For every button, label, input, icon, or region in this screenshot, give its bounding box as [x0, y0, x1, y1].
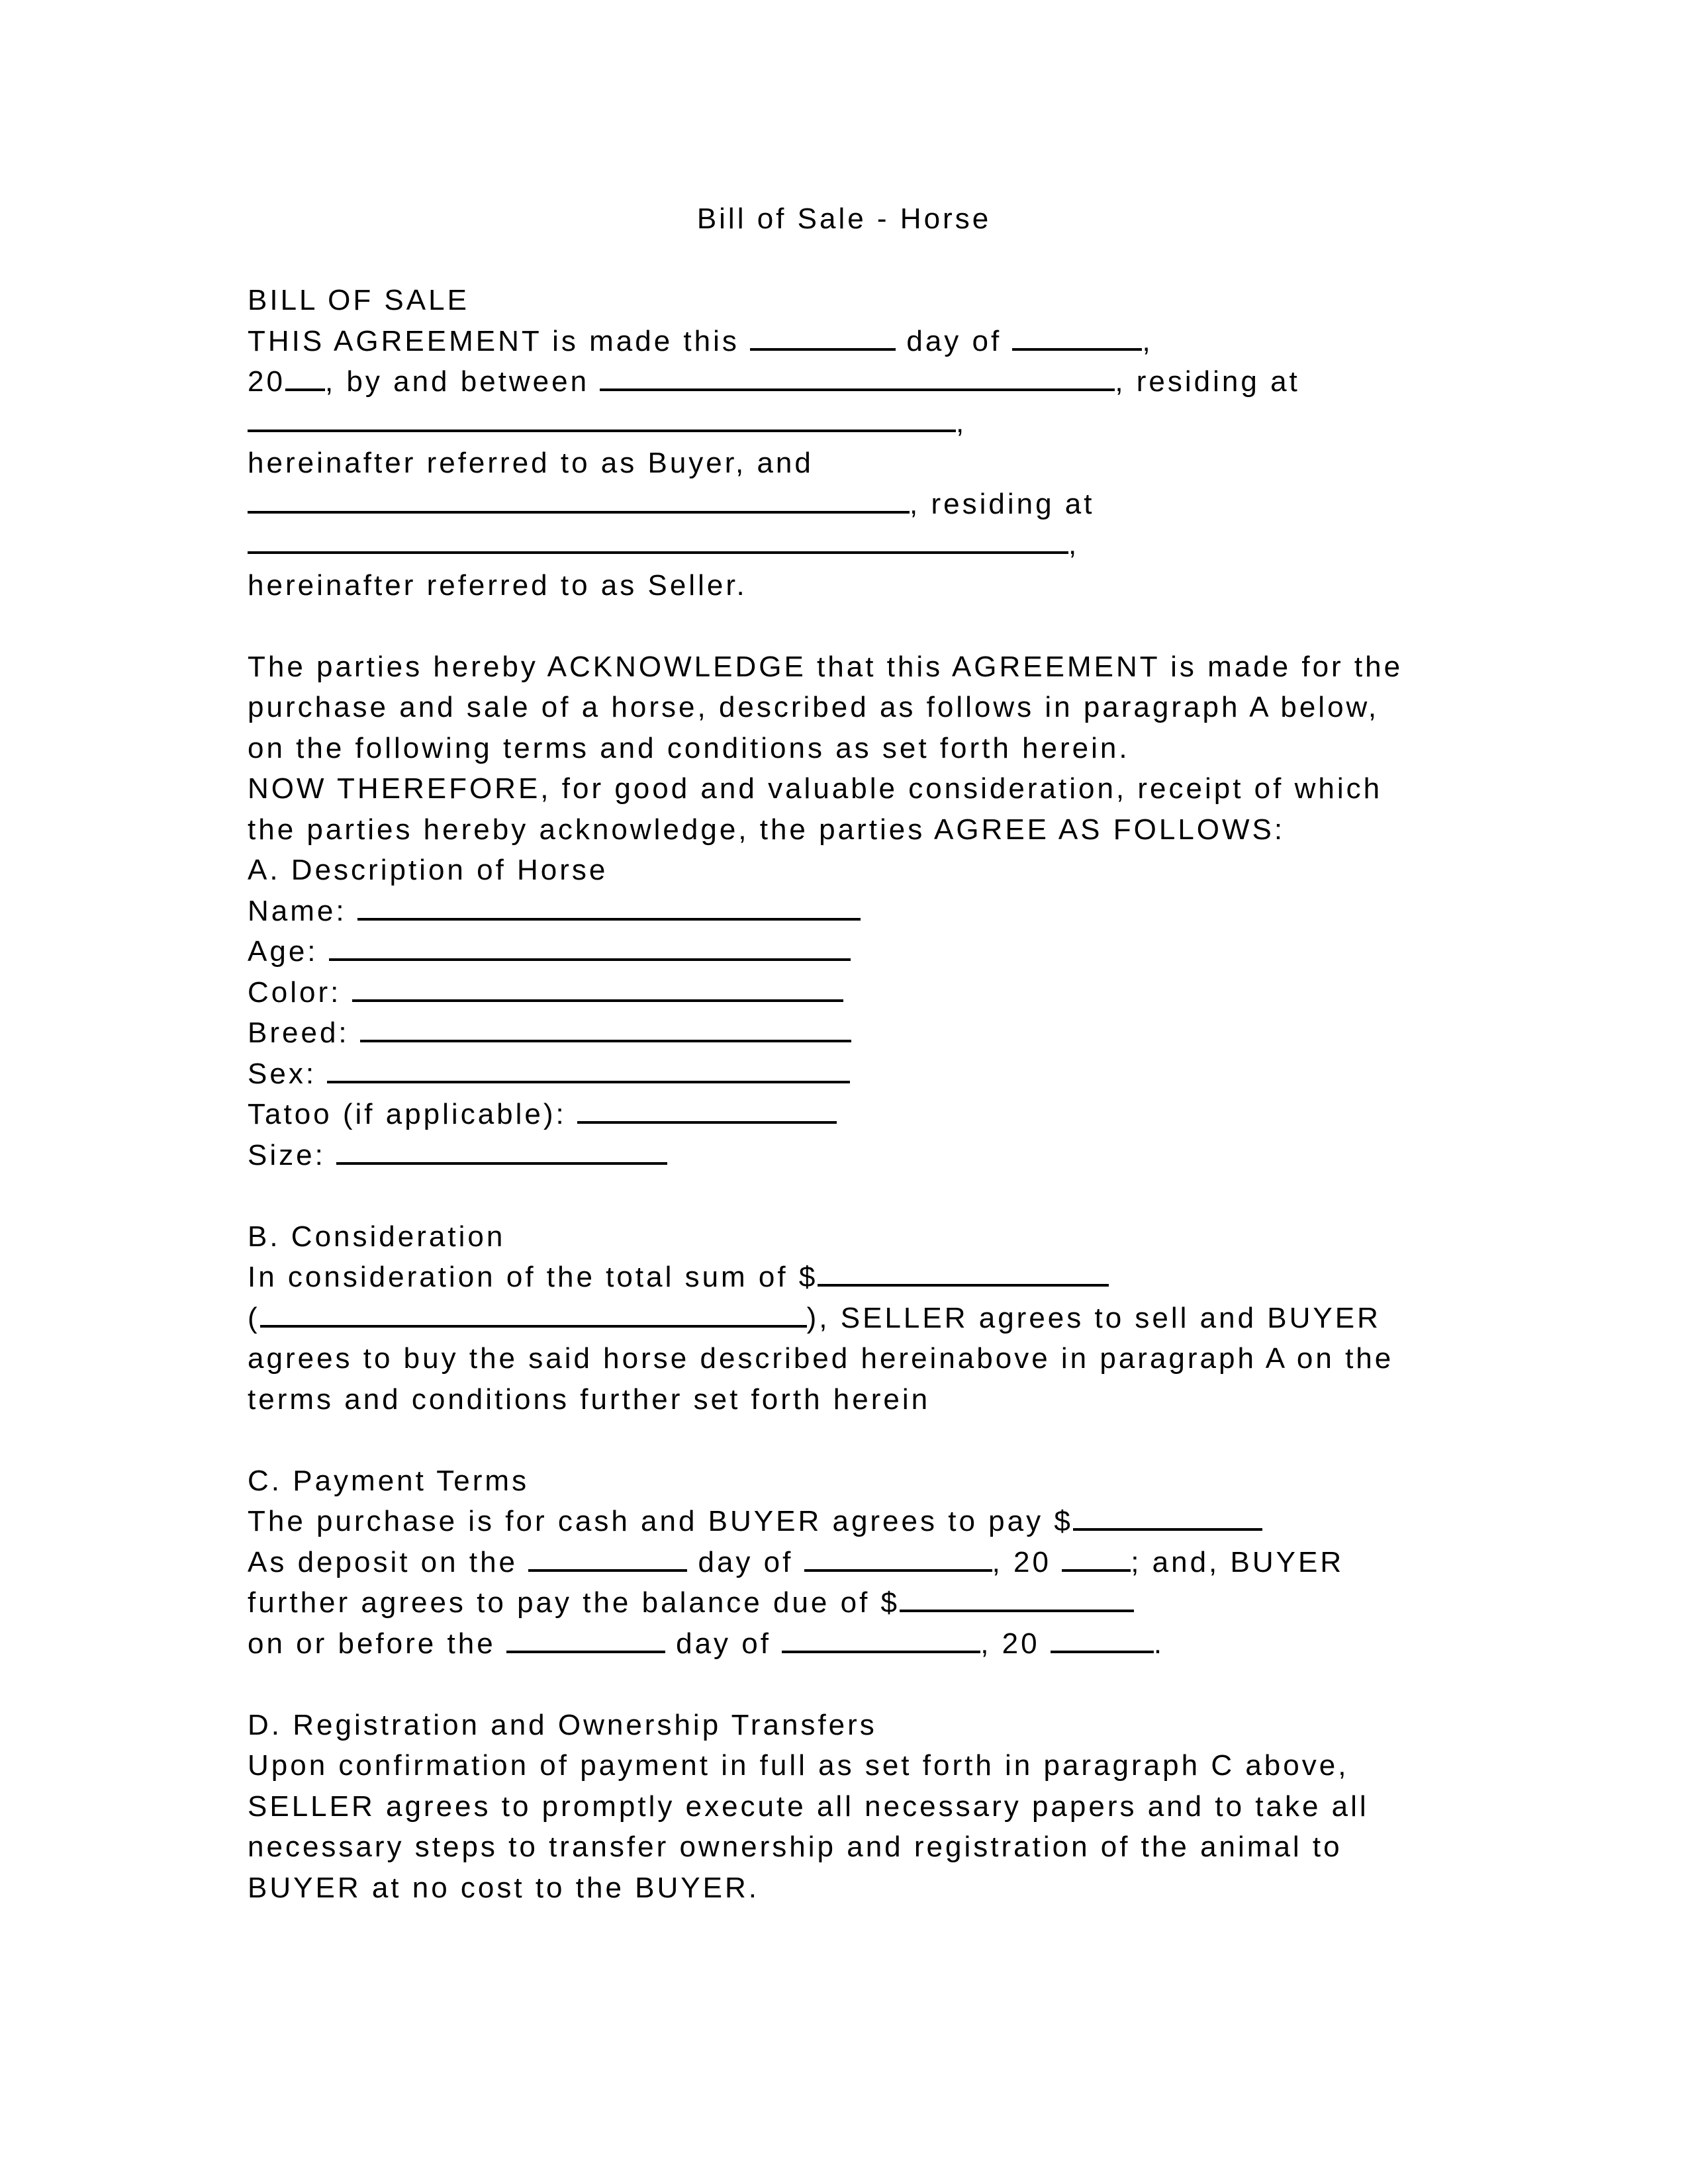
document-body	[248, 280, 1505, 1908]
consideration-text-line: terms and conditions further set forth herein	[248, 1383, 931, 1416]
deposit-month-blank[interactable]	[804, 1544, 992, 1572]
horse-breed-blank[interactable]	[360, 1015, 851, 1042]
balance-due-blank[interactable]	[900, 1584, 1134, 1612]
acknowledge-line: The parties hereby ACKNOWLEDGE that this AGREEMENT is made for the	[248, 650, 1403, 683]
balance-date-line: on or before the day of , 20 .	[248, 1623, 1505, 1664]
agreement-year-blank[interactable]	[285, 363, 325, 391]
horse-size-field: Size:	[248, 1135, 1505, 1176]
seller-reference-line: hereinafter referred to as Seller.	[248, 569, 747, 602]
horse-sex-field: Sex:	[248, 1054, 1505, 1095]
section-d-heading: D. Registration and Ownership Transfers	[248, 1708, 877, 1741]
consideration-text-line: agrees to buy the said horse described hereinabove in paragraph A on the	[248, 1342, 1394, 1375]
horse-sex-blank[interactable]	[327, 1056, 850, 1083]
payment-amount-line: The purchase is for cash and BUYER agrees to pay $	[248, 1501, 1505, 1542]
consideration-sum-line: In consideration of the total sum of $	[248, 1257, 1505, 1298]
seller-name-line: , residing at	[248, 484, 1505, 525]
registration-text-line: SELLER agrees to promptly execute all necessary papers and to take all	[248, 1790, 1369, 1823]
horse-age-blank[interactable]	[329, 933, 851, 961]
section-c-heading: C. Payment Terms	[248, 1464, 530, 1497]
agreement-month-blank[interactable]	[1012, 323, 1142, 351]
horse-name-blank[interactable]	[357, 893, 861, 921]
buyer-address-blank[interactable]	[248, 404, 956, 432]
balance-month-blank[interactable]	[782, 1625, 980, 1653]
consideration-words-line: ( ), SELLER agrees to sell and BUYER	[248, 1298, 1505, 1339]
registration-text-line: Upon confirmation of payment in full as set forth in paragraph C above,	[248, 1749, 1349, 1782]
registration-text-line: BUYER at no cost to the BUYER.	[248, 1871, 759, 1904]
total-sum-words-blank[interactable]	[260, 1300, 807, 1328]
horse-size-blank[interactable]	[336, 1137, 667, 1165]
acknowledge-line: purchase and sale of a horse, described as follows in paragraph A below,	[248, 691, 1380, 723]
acknowledge-line: the parties hereby acknowledge, the parties AGREE AS FOLLOWS:	[248, 813, 1286, 846]
section-b-heading: B. Consideration	[248, 1220, 506, 1253]
horse-tattoo-field: Tatoo (if applicable):	[248, 1094, 1505, 1135]
balance-day-blank[interactable]	[506, 1625, 665, 1653]
balance-year-blank[interactable]	[1051, 1625, 1154, 1653]
deposit-date-line: As deposit on the day of , 20 ; and, BUYER	[248, 1542, 1505, 1583]
acknowledge-line: on the following terms and conditions as set forth herein.	[248, 731, 1130, 764]
seller-address-blank[interactable]	[248, 526, 1068, 554]
agreement-parties-line: 20 , by and between , residing at	[248, 361, 1505, 402]
seller-address-line: ,	[248, 524, 1505, 565]
deposit-year-blank[interactable]	[1062, 1544, 1131, 1572]
acknowledge-line: NOW THEREFORE, for good and valuable consideration, receipt of which	[248, 772, 1383, 805]
section-a-heading: A. Description of Horse	[248, 854, 608, 886]
registration-text-line: necessary steps to transfer ownership and registration of the animal to	[248, 1831, 1342, 1863]
horse-tattoo-blank[interactable]	[577, 1096, 837, 1124]
total-sum-blank[interactable]	[818, 1259, 1109, 1287]
seller-name-blank[interactable]	[248, 486, 910, 514]
horse-age-field: Age:	[248, 931, 1505, 972]
buyer-reference-line: hereinafter referred to as Buyer, and	[248, 447, 814, 479]
buyer-address-line: ,	[248, 402, 1505, 443]
deposit-day-blank[interactable]	[528, 1544, 687, 1572]
payment-amount-blank[interactable]	[1073, 1503, 1262, 1531]
bill-of-sale-heading: BILL OF SALE	[248, 284, 469, 316]
horse-name-field: Name:	[248, 891, 1505, 932]
horse-color-field: Color:	[248, 972, 1505, 1013]
document-title: Bill of Sale - Horse	[696, 203, 992, 235]
buyer-name-blank[interactable]	[600, 363, 1115, 391]
agreement-day-blank[interactable]	[750, 323, 896, 351]
agreement-date-line: THIS AGREEMENT is made this day of ,	[248, 321, 1505, 362]
horse-breed-field: Breed:	[248, 1013, 1505, 1054]
horse-color-blank[interactable]	[352, 974, 843, 1002]
balance-due-line: further agrees to pay the balance due of $	[248, 1582, 1505, 1623]
